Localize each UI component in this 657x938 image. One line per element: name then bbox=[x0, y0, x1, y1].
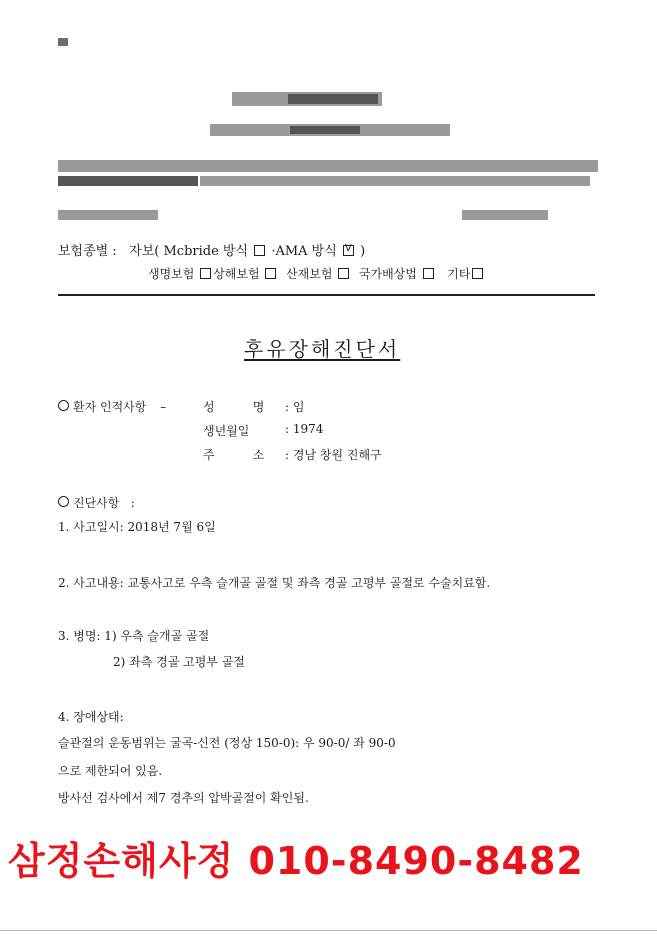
circle-bullet-icon bbox=[58, 400, 69, 411]
etc-label: 기타 bbox=[447, 267, 471, 281]
life-insurance-label: 생명보험 bbox=[148, 267, 195, 281]
document-title: 후유장해진단서 bbox=[244, 337, 401, 361]
insurance-type-row-2 bbox=[148, 265, 485, 282]
ama-method-label: ·AMA 방식 bbox=[271, 244, 337, 259]
industrial-insurance-checkbox bbox=[338, 268, 349, 279]
patient-dob-label: 생년월일 bbox=[203, 424, 250, 438]
page-bottom-edge bbox=[0, 930, 657, 931]
auto-insurance-label: 자보( Mcbride 방식 bbox=[129, 244, 249, 259]
disability-status-line-1: 슬관절의 운동범위는 굴곡-신전 (정상 150-0): 우 90-0/ 좌 90-0 bbox=[58, 736, 396, 750]
industrial-insurance-label: 산재보험 bbox=[286, 267, 333, 281]
redacted-mark bbox=[58, 38, 68, 46]
life-insurance-checkbox bbox=[200, 268, 211, 279]
redacted-address-line bbox=[58, 160, 598, 172]
etc-checkbox bbox=[472, 268, 483, 279]
insurance-type-label: 보험종별 : bbox=[58, 244, 117, 259]
redacted-address-line-2 bbox=[58, 176, 198, 186]
patient-name-label: 성 명 bbox=[203, 400, 265, 414]
redacted-address-line-3 bbox=[200, 176, 590, 186]
injury-insurance-checkbox bbox=[265, 268, 276, 279]
patient-dob-value: : 1974 bbox=[285, 422, 324, 436]
redacted-hospital-sub-2 bbox=[290, 126, 360, 134]
patient-heading bbox=[58, 398, 166, 415]
accident-date: 1. 사고일시: 2018년 7월 6일 bbox=[58, 520, 216, 534]
injury-insurance-label: 상해보험 bbox=[213, 267, 260, 281]
diagnosis-heading-text: 진단사항 : bbox=[73, 496, 135, 510]
redacted-number-left bbox=[58, 210, 158, 220]
circle-bullet-icon bbox=[58, 496, 69, 507]
state-compensation-checkbox bbox=[423, 268, 434, 279]
redacted-hospital-name-2 bbox=[288, 94, 378, 104]
accident-content: 2. 사고내용: 교통사고로 우측 슬개골 골절 및 좌측 경골 고평부 골절로 수술치료함. bbox=[58, 576, 491, 590]
insurance-close-paren: ) bbox=[360, 244, 366, 259]
patient-heading-text: 환자 인적사항 bbox=[73, 400, 147, 414]
disease-2: 2) 좌측 경골 고평부 골절 bbox=[113, 655, 245, 669]
disability-status-heading: 4. 장애상태: bbox=[58, 710, 124, 724]
redacted-number-right bbox=[462, 210, 548, 220]
diagnosis-heading bbox=[58, 494, 135, 511]
patient-name-value: : 임 bbox=[285, 400, 305, 414]
insurance-type-row bbox=[58, 240, 365, 259]
patient-addr-value: : 경남 창원 진해구 bbox=[285, 448, 382, 462]
disability-status-line-2: 으로 제한되어 있음. bbox=[58, 764, 163, 778]
mcbride-checkbox bbox=[254, 245, 265, 256]
state-compensation-label: 국가배상법 bbox=[358, 267, 417, 281]
disease-1: 3. 병명: 1) 우측 슬개골 골절 bbox=[58, 629, 210, 643]
patient-dash: – bbox=[160, 400, 167, 414]
disability-status-line-3: 방사선 검사에서 제7 경추의 압박골절이 확인됨. bbox=[58, 791, 309, 805]
patient-addr-label: 주 소 bbox=[203, 448, 265, 462]
ama-checkbox bbox=[343, 245, 354, 256]
adjuster-phone-watermark: 삼정손해사정 010-8490-8482 bbox=[8, 839, 584, 883]
header-divider bbox=[58, 294, 595, 296]
